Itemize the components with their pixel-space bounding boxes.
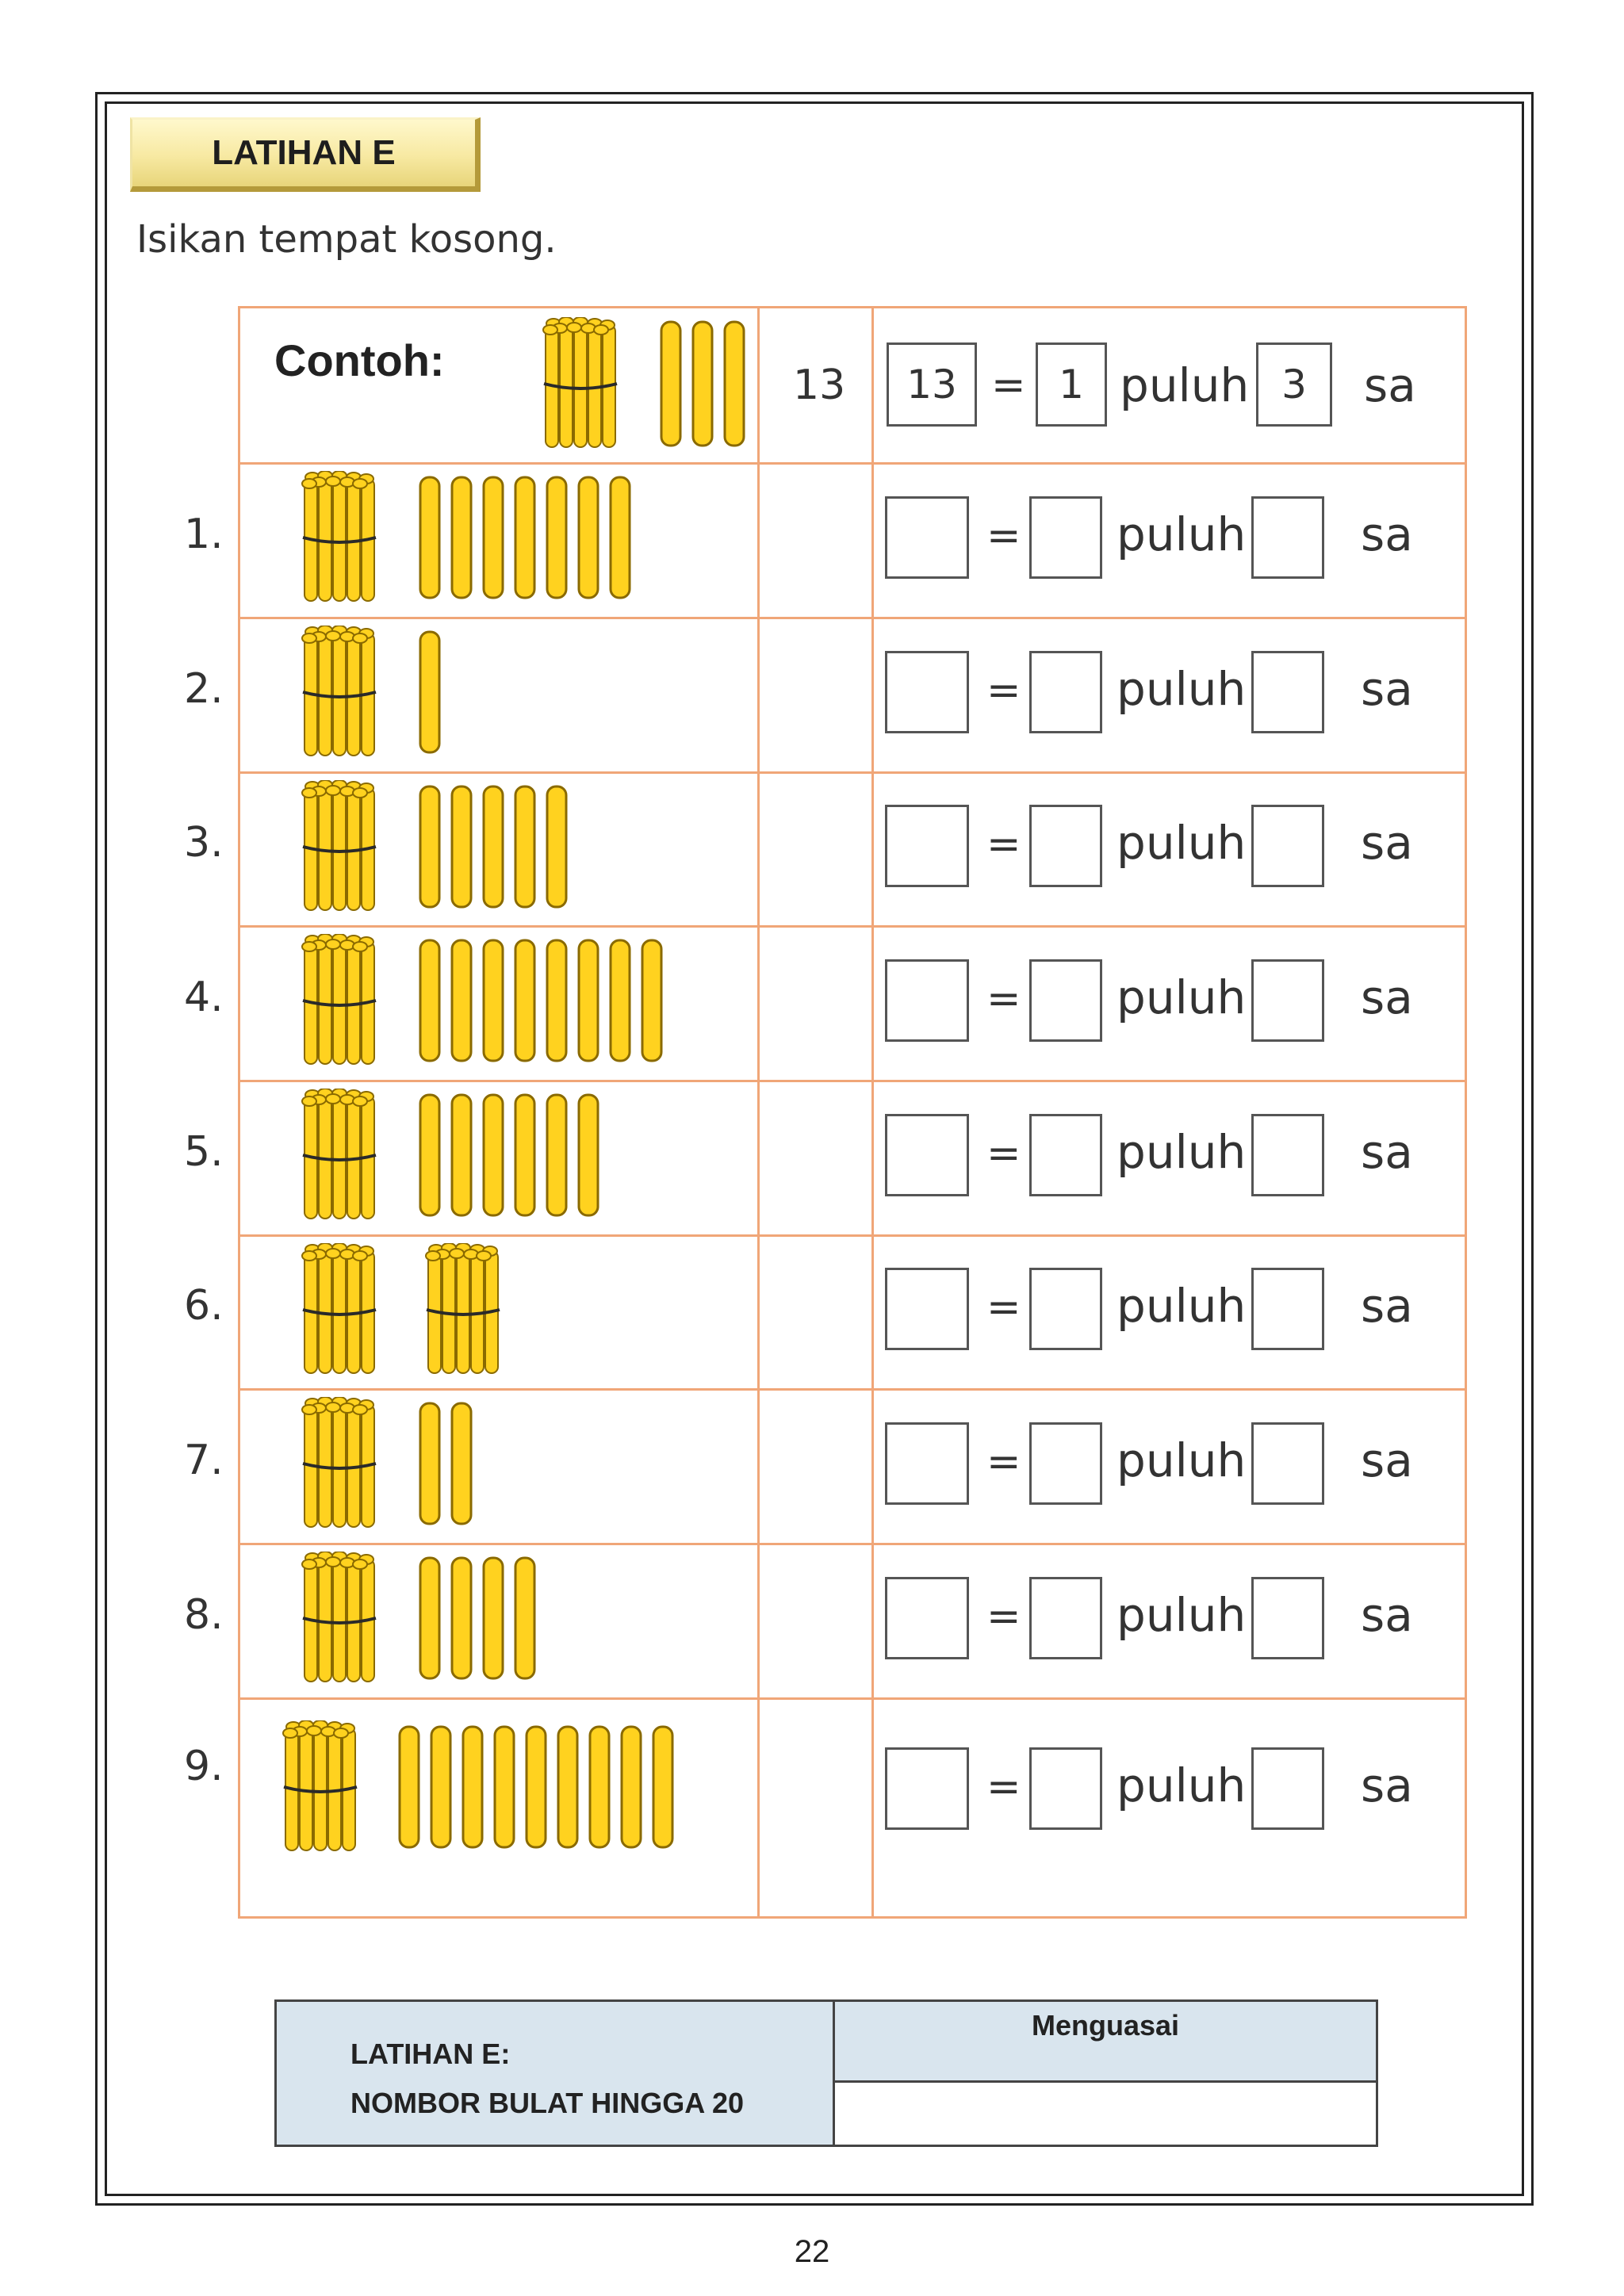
row-number-label: 6.: [184, 1282, 224, 1330]
loose-stick-icon: [661, 322, 680, 446]
answer-tens-box[interactable]: [1029, 805, 1102, 887]
table-row-divider: [240, 1388, 1465, 1391]
instruction-text: Isikan tempat kosong.: [136, 217, 557, 262]
loose-stick-icon: [515, 786, 534, 907]
loose-stick-icon: [515, 1095, 534, 1215]
table-row-divider: [240, 1543, 1465, 1545]
answer-tens-box[interactable]: [1029, 496, 1102, 579]
answer-total-box[interactable]: [885, 651, 969, 733]
sa-label: sa: [1361, 1125, 1413, 1179]
loose-stick-icon: [725, 322, 744, 446]
answer-ones-box[interactable]: [1251, 1114, 1324, 1196]
example-number: 13: [793, 362, 846, 409]
sa-label: sa: [1361, 816, 1413, 870]
answer-total-box[interactable]: [885, 1422, 969, 1505]
sa-label: sa: [1361, 1433, 1413, 1487]
ten-stick-bundle-icon: [301, 1552, 377, 1686]
answer-ones-box[interactable]: [1251, 496, 1324, 579]
answer-ones-box[interactable]: [1251, 651, 1324, 733]
answer-total-box[interactable]: [885, 496, 969, 579]
loose-sticks-group: [419, 630, 441, 756]
row-number-label: 3.: [184, 819, 224, 867]
answer-ones-box[interactable]: [1251, 1577, 1324, 1659]
loose-stick-icon: [452, 1403, 471, 1524]
sa-label: sa: [1361, 662, 1413, 716]
summary-exercise-name: LATIHAN E:: [350, 2038, 511, 2070]
loose-sticks-group: [419, 1556, 536, 1682]
sa-label: sa: [1361, 1588, 1413, 1642]
ten-stick-bundle-icon: [542, 317, 619, 452]
loose-stick-icon: [400, 1727, 419, 1847]
loose-stick-icon: [622, 1727, 641, 1847]
answer-tens-box[interactable]: [1029, 1114, 1102, 1196]
answer-total-box[interactable]: [885, 1747, 969, 1830]
summary-label-cell: [277, 2002, 835, 2145]
row-number-label: 9.: [184, 1743, 224, 1790]
equals-sign: =: [986, 1284, 1021, 1331]
loose-stick-icon: [463, 1727, 482, 1847]
example-total-box: 13: [887, 342, 977, 427]
puluh-label: puluh: [1116, 1433, 1247, 1487]
loose-stick-icon: [611, 477, 630, 598]
answer-tens-box[interactable]: [1029, 1577, 1102, 1659]
ten-stick-bundle-icon: [301, 1243, 377, 1378]
answer-ones-box[interactable]: [1251, 1422, 1324, 1505]
loose-sticks-group: [419, 476, 631, 601]
loose-stick-icon: [547, 786, 566, 907]
loose-stick-icon: [495, 1727, 514, 1847]
ten-stick-bundle-icon: [301, 934, 377, 1069]
loose-stick-icon: [420, 940, 439, 1061]
loose-stick-icon: [558, 1727, 577, 1847]
loose-stick-icon: [579, 477, 598, 598]
answer-total-box[interactable]: [885, 1114, 969, 1196]
answer-ones-box[interactable]: [1251, 805, 1324, 887]
loose-stick-icon: [452, 1558, 471, 1678]
loose-stick-icon: [452, 1095, 471, 1215]
answer-ones-box[interactable]: [1251, 1747, 1324, 1830]
row-number-label: 1.: [184, 511, 224, 558]
answer-total-box[interactable]: [885, 1268, 969, 1350]
loose-stick-icon: [484, 1095, 503, 1215]
loose-sticks-group: [419, 939, 663, 1064]
puluh-label: puluh: [1116, 662, 1247, 716]
loose-stick-icon: [547, 1095, 566, 1215]
loose-sticks-group: [419, 1093, 599, 1219]
loose-stick-icon: [579, 940, 598, 1061]
table-row-divider: [240, 462, 1465, 465]
loose-stick-icon: [420, 1558, 439, 1678]
table-row-divider: [240, 771, 1465, 774]
puluh-label: puluh: [1116, 1125, 1247, 1179]
example-label: Contoh:: [274, 335, 445, 385]
loose-stick-icon: [515, 1558, 534, 1678]
table-row-divider: [240, 1080, 1465, 1082]
page-number: 22: [794, 2234, 830, 2269]
puluh-label: puluh: [1116, 970, 1247, 1024]
loose-stick-icon: [527, 1727, 546, 1847]
ten-stick-bundle-icon: [425, 1243, 501, 1378]
loose-stick-icon: [693, 322, 712, 446]
sa-label: sa: [1361, 507, 1413, 561]
row-number-label: 5.: [184, 1128, 224, 1176]
loose-stick-icon: [452, 940, 471, 1061]
puluh-label: puluh: [1116, 1279, 1247, 1333]
loose-stick-icon: [642, 940, 661, 1061]
ten-stick-bundle-icon: [301, 1397, 377, 1532]
puluh-label: puluh: [1116, 1588, 1247, 1642]
table-row-divider: [240, 925, 1465, 928]
loose-stick-icon: [484, 786, 503, 907]
loose-stick-icon: [420, 477, 439, 598]
equals-sign: =: [986, 1130, 1021, 1177]
loose-stick-icon: [515, 477, 534, 598]
loose-stick-icon: [420, 1095, 439, 1215]
answer-tens-box[interactable]: [1029, 651, 1102, 733]
loose-stick-icon: [653, 1727, 672, 1847]
loose-stick-icon: [547, 940, 566, 1061]
sa-label: sa: [1361, 1279, 1413, 1333]
ten-stick-bundle-icon: [282, 1720, 358, 1855]
equals-sign: =: [986, 1593, 1021, 1640]
summary-topic: NOMBOR BULAT HINGGA 20: [350, 2087, 745, 2119]
example-tens-box: 1: [1036, 342, 1107, 427]
table-column-divider: [757, 308, 760, 1916]
row-number-label: 7.: [184, 1437, 224, 1484]
loose-stick-icon: [547, 477, 566, 598]
loose-stick-icon: [515, 940, 534, 1061]
table-column-divider: [871, 308, 874, 1916]
loose-sticks-group: [398, 1725, 674, 1850]
answer-total-box[interactable]: [885, 805, 969, 887]
loose-stick-icon: [611, 940, 630, 1061]
ten-stick-bundle-icon: [301, 626, 377, 760]
loose-sticks-group: [419, 1402, 473, 1527]
ten-stick-bundle-icon: [301, 1089, 377, 1223]
loose-stick-icon: [420, 632, 439, 752]
loose-stick-icon: [420, 1403, 439, 1524]
sa-label: sa: [1361, 970, 1413, 1024]
example-ones-box: 3: [1256, 342, 1332, 427]
loose-sticks-group: [660, 320, 745, 449]
loose-stick-icon: [452, 786, 471, 907]
example-sa-label: sa: [1364, 358, 1416, 412]
loose-stick-icon: [590, 1727, 609, 1847]
equals-sign: =: [986, 975, 1021, 1023]
loose-stick-icon: [579, 1095, 598, 1215]
loose-stick-icon: [484, 1558, 503, 1678]
loose-stick-icon: [452, 477, 471, 598]
row-number-label: 2.: [184, 665, 224, 713]
summary-mastery-cell[interactable]: [833, 2080, 1375, 2144]
answer-tens-box[interactable]: [1029, 959, 1102, 1042]
ten-stick-bundle-icon: [301, 471, 377, 606]
row-number-label: 8.: [184, 1591, 224, 1639]
example-equals-sign: =: [991, 362, 1026, 409]
table-row-divider: [240, 617, 1465, 619]
puluh-label: puluh: [1116, 816, 1247, 870]
loose-sticks-group: [419, 785, 568, 910]
row-number-label: 4.: [184, 974, 224, 1021]
example-puluh-label: puluh: [1120, 358, 1250, 412]
loose-stick-icon: [431, 1727, 450, 1847]
loose-stick-icon: [484, 940, 503, 1061]
equals-sign: =: [986, 1763, 1021, 1811]
equals-sign: =: [986, 821, 1021, 868]
equals-sign: =: [986, 512, 1021, 560]
loose-stick-icon: [420, 786, 439, 907]
answer-total-box[interactable]: [885, 959, 969, 1042]
ten-stick-bundle-icon: [301, 780, 377, 915]
answer-total-box[interactable]: [885, 1577, 969, 1659]
puluh-label: puluh: [1116, 507, 1247, 561]
answer-ones-box[interactable]: [1251, 959, 1324, 1042]
equals-sign: =: [986, 1438, 1021, 1486]
exercise-title-badge: LATIHAN E: [130, 117, 481, 192]
summary-column-header: Menguasai: [1031, 2009, 1180, 2042]
equals-sign: =: [986, 667, 1021, 714]
table-row-divider: [240, 1234, 1465, 1237]
loose-stick-icon: [484, 477, 503, 598]
answer-ones-box[interactable]: [1251, 1268, 1324, 1350]
table-row-divider: [240, 1697, 1465, 1700]
answer-tens-box[interactable]: [1029, 1422, 1102, 1505]
sa-label: sa: [1361, 1758, 1413, 1812]
answer-tens-box[interactable]: [1029, 1268, 1102, 1350]
answer-tens-box[interactable]: [1029, 1747, 1102, 1830]
puluh-label: puluh: [1116, 1758, 1247, 1812]
